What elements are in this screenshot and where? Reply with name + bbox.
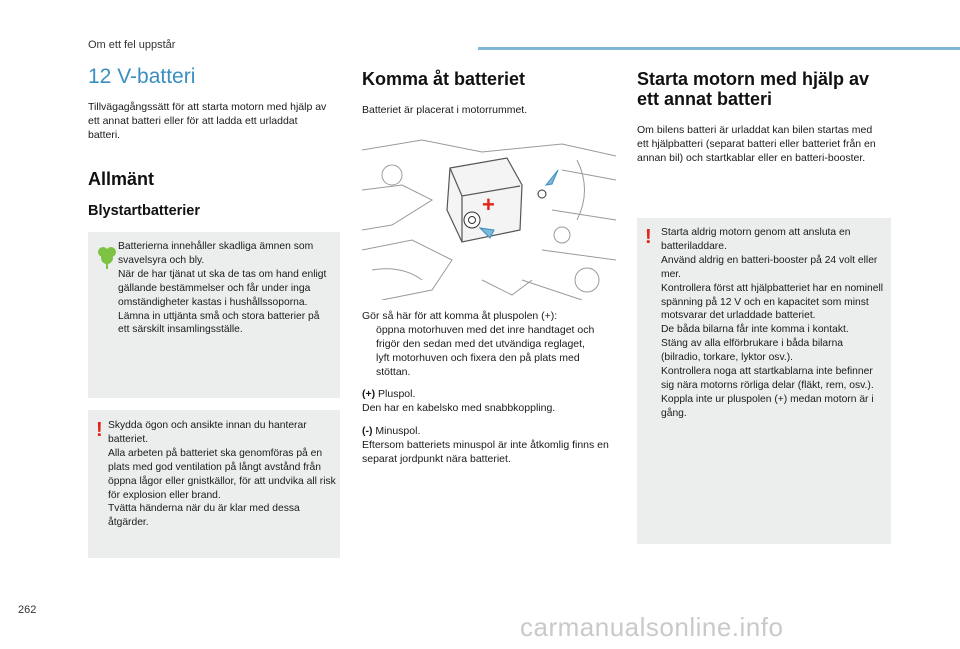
column-jump-start — [637, 64, 891, 165]
jump-warn-6: Kontrollera noga att startkablarna inte befinner sig nära motorns rörliga delar (fläkt, rem, osv.). — [661, 366, 874, 391]
battery-location: Batteriet är placerat i motorrummet. — [362, 104, 528, 116]
plus-pole-desc: Den har en kabelsko med snabbkoppling. — [362, 402, 556, 414]
plus-terminal-marker: + — [482, 192, 495, 217]
plus-pole-name: Pluspol. — [378, 388, 416, 400]
jump-warn-3: Kontrollera först att hjälpbatteriet har en nominell spänning på 12 V och en kapacitet som minst motsvarar det urladdade batteriet. — [661, 282, 884, 322]
engine-bay-illustration — [362, 130, 616, 300]
env-line-3: Lämna in uttjänta små och stora batterier på ett särskilt insamlingsställe. — [118, 310, 320, 336]
column-battery-general — [88, 64, 340, 219]
jump-warn-2: Använd aldrig en batteri-booster på 24 volt eller mer. — [661, 254, 878, 280]
plus-pole-label: (+) — [362, 388, 376, 400]
minus-pole-desc: Eftersom batteriets minuspol är inte åtkomlig finns en separat jordpunkt nära batteriet. — [362, 439, 609, 465]
minus-pole-label: (-) — [362, 425, 373, 437]
jump-start-warning-box — [637, 218, 891, 544]
jump-start-heading: Starta motorn med hjälp av ett annat batteri — [637, 69, 870, 109]
step-2: lyft motorhuven och fixera den på plats med stöttan. — [376, 352, 580, 378]
step-1: öppna motorhuven med det inre handtaget och frigör den sedan med det utvändiga reglaget, — [376, 324, 595, 350]
env-line-1: Batterierna innehåller skadliga ämnen som svavelsyra och bly. — [118, 241, 314, 266]
intro-text: Tillvägagångssätt för att starta motorn med hjälp av ett annat batteri eller för att ladda ett urladdat batteri. — [88, 101, 327, 141]
section-label: Om ett fel uppstår — [88, 39, 176, 51]
safety-line-3: Tvätta händerna när du är klar med dessa åtgärder. — [108, 503, 300, 529]
general-heading: Allmänt — [88, 169, 155, 189]
column-access-battery — [362, 64, 614, 117]
header-bar — [478, 47, 960, 50]
access-instructions — [362, 309, 616, 466]
leaf-icon — [96, 246, 118, 270]
env-line-2: När de har tjänat ut ska de tas om hand enligt gällande bestämmelser och får under inga omständigheter kastas i hushållssoporna. — [118, 268, 327, 308]
safety-warning-box — [88, 410, 340, 558]
page-title: 12 V-batteri — [88, 65, 196, 88]
steps-intro: Gör så här för att komma åt pluspolen (+): — [362, 310, 558, 322]
lead-battery-heading: Blystartbatterier — [88, 203, 201, 219]
watermark: carmanualsonline.info — [520, 612, 784, 642]
warning-icon: ! — [645, 226, 652, 248]
plus-pole-line — [362, 387, 616, 401]
jump-warn-5: Stäng av alla elförbrukare i båda bilarna (bilradio, torkare, lyktor osv.). — [661, 338, 844, 364]
safety-line-2: Alla arbeten på batteriet ska genomföras på en plats med god ventilation på långt avstånd från öppna lågor eller gnistkällor, för att undvika all risk för explosion eller brand. — [108, 447, 336, 501]
jump-warn-4: De båda bilarna får inte komma i kontakt. — [661, 324, 849, 336]
jump-start-intro: Om bilens batteri är urladdat kan bilen startas med ett hjälpbatteri (separat batteri eller batteriet från en annan bil) och startkablar eller en batteri-booster. — [637, 124, 876, 164]
access-heading: Komma åt batteriet — [362, 69, 526, 89]
minus-pole-name: Minuspol. — [375, 425, 421, 437]
page-number: 262 — [18, 604, 37, 616]
jump-warn-1: Starta aldrig motorn genom att ansluta en batteriladdare. — [661, 227, 851, 252]
warning-icon: ! — [96, 419, 103, 441]
environment-box — [88, 232, 340, 398]
jump-warn-7: Koppla inte ur pluspolen (+) medan motorn är i gång. — [661, 393, 874, 419]
safety-line-1: Skydda ögon och ansikte innan du hanterar batteriet. — [108, 420, 307, 445]
minus-pole-line — [362, 424, 616, 438]
